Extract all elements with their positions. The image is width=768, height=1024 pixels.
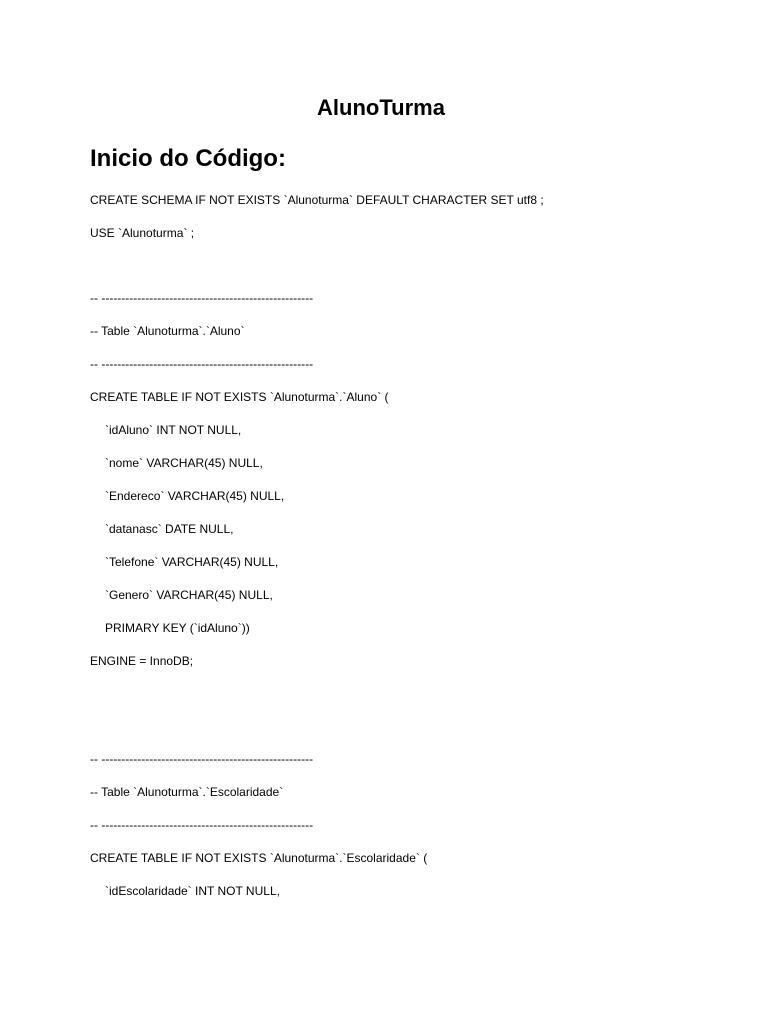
code-line-create-table-escolaridade: CREATE TABLE IF NOT EXISTS `Alunoturma`.`Escolaridade` ( — [90, 851, 428, 865]
code-line-column-idaluno: `idAluno` INT NOT NULL, — [105, 423, 242, 437]
code-line-comment-separator: -- ----------------------------------------------------- — [90, 752, 314, 766]
code-line-create-table-aluno: CREATE TABLE IF NOT EXISTS `Alunoturma`.`Aluno` ( — [90, 390, 389, 404]
code-line-comment-table-aluno: -- Table `Alunoturma`.`Aluno` — [90, 324, 245, 338]
document-title: AlunoTurma — [317, 95, 445, 120]
code-line-create-schema: CREATE SCHEMA IF NOT EXISTS `Alunoturma` DEFAULT CHARACTER SET utf8 ; — [90, 193, 544, 207]
code-line-comment-separator: -- ----------------------------------------------------- — [90, 818, 314, 832]
code-line-primary-key: PRIMARY KEY (`idAluno`)) — [105, 621, 250, 635]
code-line-column-idescolaridade: `idEscolaridade` INT NOT NULL, — [105, 884, 280, 898]
code-line-column-telefone: `Telefone` VARCHAR(45) NULL, — [105, 555, 279, 569]
code-line-engine: ENGINE = InnoDB; — [90, 654, 194, 668]
code-line-use-schema: USE `Alunoturma` ; — [90, 226, 195, 240]
code-line-comment-separator: -- ----------------------------------------------------- — [90, 291, 314, 305]
code-line-comment-table-escolaridade: -- Table `Alunoturma`.`Escolaridade` — [90, 785, 284, 799]
section-heading: Inicio do Código: — [90, 145, 286, 172]
code-line-column-endereco: `Endereco` VARCHAR(45) NULL, — [105, 489, 285, 503]
code-line-column-genero: `Genero` VARCHAR(45) NULL, — [105, 588, 273, 602]
code-line-column-datanasc: `datanasc` DATE NULL, — [105, 522, 234, 536]
code-line-column-nome: `nome` VARCHAR(45) NULL, — [105, 456, 263, 470]
code-line-comment-separator: -- ----------------------------------------------------- — [90, 357, 314, 371]
